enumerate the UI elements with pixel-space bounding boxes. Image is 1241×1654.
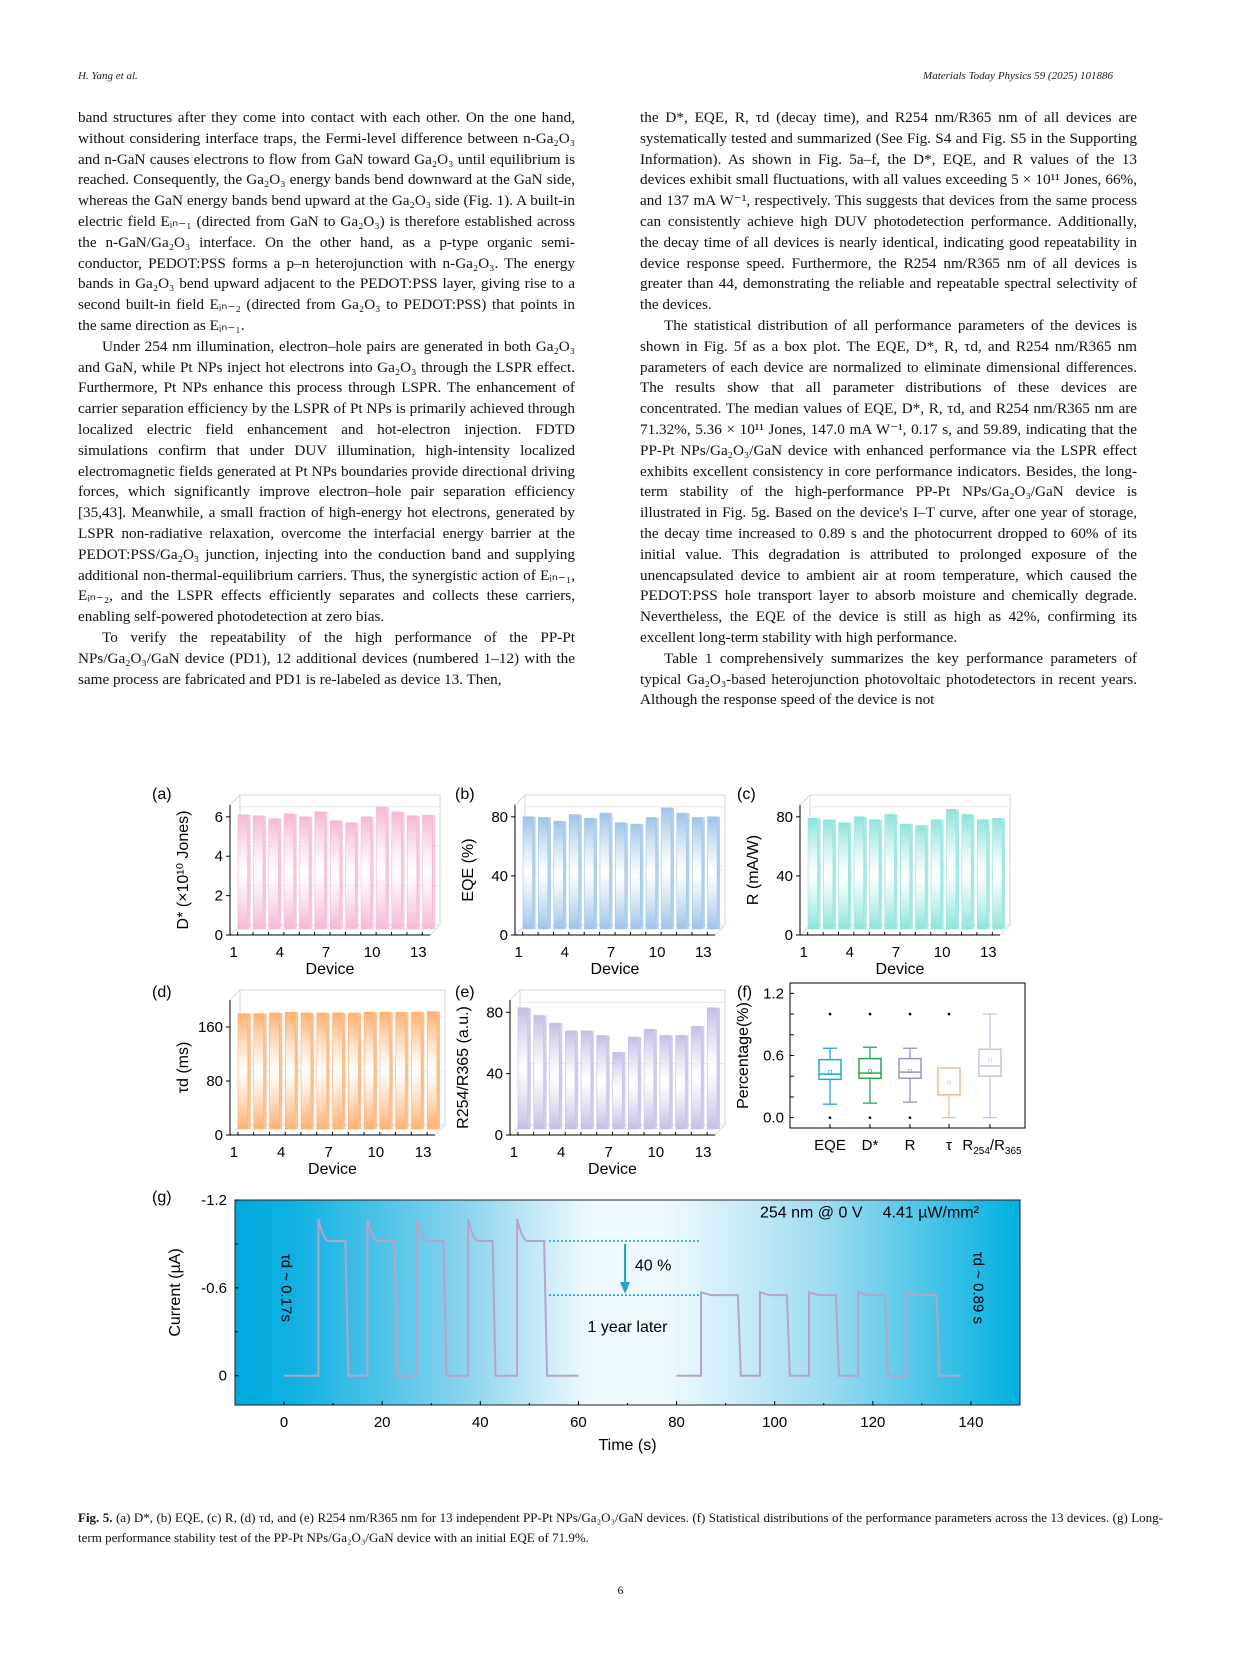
svg-text:80: 80 <box>206 1073 223 1090</box>
svg-text:EQE: EQE <box>814 1137 846 1154</box>
svg-text:13: 13 <box>409 944 427 961</box>
svg-text:7: 7 <box>321 944 331 961</box>
bar <box>550 1023 560 1129</box>
svg-text:1.2: 1.2 <box>763 985 784 1003</box>
svg-text:1: 1 <box>509 1144 519 1161</box>
bar <box>333 1013 343 1129</box>
paragraph: The statistical distribution of all performance parameters of the devices is shown in Fig. 5f as a box plot. The EQE, D*, R, τd, and R254 nm/R365 nm parameters of each device are normalized to eliminate dimensional differences. The results show that all parameter distributions of these devices are concentrated. The median values of EQE, D*, R, τd, and R254 nm/R365 nm are 71.32%, 5.36 × 10¹¹ Jones, 147.0 mA W⁻¹, 0.17 s, and 59.89, indicating that the PP-Pt NPs/Ga₂O₃/GaN device with enhanced performance via the LSPR effect exhibits excellent consistency in core performance indicators. Besides, the long-term stability of the high-performance PP-Pt NPs/Ga₂O₃/GaN device is illustrated in Fig. 5g. Based on the device's I–T curve, after one year of storage, the decay time increased to 0.89 s and the photocurrent dropped to 60% of its initial value. This degradation is attributed to prolonged exposure of the unencapsulated device to ambient air at room temperature, which caused the PEDOT:PSS hole transport layer to absorb moisture and chemically degrade. Nevertheless, the EQE of the device is still as high as 42%, confirming its excellent long-term stability with high performance. <box>640 316 1137 646</box>
bar <box>581 1031 591 1129</box>
svg-text:(d): (d) <box>152 984 172 1001</box>
bar <box>977 820 987 929</box>
svg-text:4: 4 <box>845 944 855 961</box>
svg-text:(e): (e) <box>455 984 475 1001</box>
bar <box>254 1014 264 1129</box>
svg-text:4: 4 <box>275 944 285 961</box>
svg-text:0: 0 <box>279 1414 289 1431</box>
svg-text:Device: Device <box>875 961 925 978</box>
paragraph: Under 254 nm illumination, electron–hole pairs are generated in both Ga₂O₃ and GaN, while Pt NPs inject hot electrons into Ga₂O₃ through the LSPR effect. Furthermore, Pt NPs enhance this process through LSPR. The enhancement of carrier separation efficiency by the LSPR of Pt NPs is primarily achieved through localized electric field enhancement and hot-electron injection. FDTD simulations confirm that under DUV illumination, high-intensity localized electromagnetic fields generated at Pt NPs boundaries provide directional driving forces, which significantly improve electron–hole pair separation efficiency [35,43]. Meanwhile, a small fraction of high-energy hot electrons, generated by LSPR non-radiative relaxation, overcome the interfacial energy barrier at the PEDOT:PSS/Ga₂O₃ junction, injecting into the conduction band and supplying additional non-thermal-equilibrium carriers. Thus, the synergistic action of Eᵢₙ₋₁, Eᵢₙ₋₂, and the LSPR effects efficiently separates and collects these carriers, enabling self-powered photodetection at zero bias. <box>78 337 575 626</box>
bar <box>269 819 279 929</box>
bar <box>692 817 702 929</box>
svg-text:4: 4 <box>214 848 223 866</box>
bar <box>538 817 548 929</box>
bar <box>644 1029 654 1129</box>
paragraph: band structures after they come into contact with each other. On the one hand, without considering interface traps, the Fermi-level difference between n-Ga₂O₃ and n-GaN causes electrons to flow from GaN toward Ga₂O₃ until equilibrium is reached. Consequently, the Ga₂O₃ energy bands bend downward at the GaN side, whereas the GaN energy bands bend upward at the Ga₂O₃ side (Fig. 1). A built-in electric field Eᵢₙ₋₁ (directed from GaN to Ga₂O₃) is therefore established across the n-GaN/Ga₂O₃ interface. On the other hand, as a p-type organic semi-conductor, PEDOT:PSS forms a p–n heterojunction with n-Ga₂O₃. The energy bands in Ga₂O₃ bend upward adjacent to the PEDOT:PSS layer, giving rise to a second built-in field Eᵢₙ₋₂ (directed from Ga₂O₃ to PEDOT:PSS) that points in the same direction as Eᵢₙ₋₁. <box>78 109 575 334</box>
figure-caption <box>78 1508 1163 1548</box>
svg-text:1: 1 <box>514 944 523 961</box>
svg-text:60: 60 <box>570 1414 587 1431</box>
svg-text:τd ~ 0.17s: τd ~ 0.17s <box>277 1253 295 1322</box>
bar <box>628 1037 638 1129</box>
caption-text: (a) D*, (b) EQE, (c) R, (d) τd, and (e) R254 nm/R365 nm for 13 independent PP-Pt NPs/Ga₂O₃/GaN devices. (f) Statistical distributions of the performance parameters across the 13 devices. (g) Long-term performance stability test of the PP-Pt NPs/Ga₂O₃/GaN device with an initial EQE of 71.9%. <box>78 1510 1163 1545</box>
bar <box>518 1008 528 1129</box>
bar <box>346 823 356 929</box>
svg-text:0.0: 0.0 <box>763 1109 784 1127</box>
chart-panel-e <box>455 984 725 1178</box>
svg-text:0.6: 0.6 <box>763 1047 784 1065</box>
bar <box>315 812 325 929</box>
bar <box>392 812 402 929</box>
figure-5-plots <box>150 785 1080 1455</box>
bar <box>554 821 564 929</box>
bar <box>646 817 656 929</box>
chart-panel-c <box>737 786 1010 978</box>
page-number: 6 <box>617 1583 624 1597</box>
box <box>899 1059 921 1079</box>
caption-label: Fig. 5. <box>78 1510 113 1525</box>
svg-text:(b): (b) <box>455 786 475 803</box>
bar <box>631 824 641 929</box>
svg-text:10: 10 <box>367 1144 385 1161</box>
paragraph: Table 1 comprehensively summarizes the key performance parameters of typical Ga₂O₃-based heterojunction photovoltaic photodetectors in recent years. Although the response speed of the device is not <box>640 649 1137 709</box>
right-column <box>640 108 1137 711</box>
svg-text:τd (ms): τd (ms) <box>175 1041 192 1094</box>
box <box>819 1060 841 1080</box>
svg-text:10: 10 <box>647 1144 665 1161</box>
bar <box>885 815 895 929</box>
left-column <box>78 108 575 690</box>
chart-panel-f <box>735 983 1025 1157</box>
bar <box>396 1012 406 1129</box>
bar <box>348 1013 358 1129</box>
svg-text:Time (s): Time (s) <box>598 1437 657 1454</box>
svg-text:Device: Device <box>308 1161 357 1178</box>
svg-text:0: 0 <box>784 927 793 944</box>
svg-text:(a): (a) <box>152 786 172 803</box>
svg-text:τd ~ 0.89 s: τd ~ 0.89 s <box>969 1251 987 1324</box>
svg-text:10: 10 <box>363 944 381 961</box>
bar <box>407 816 417 929</box>
paragraph: To verify the repeatability of the high performance of the PP-Pt NPs/Ga₂O₃/GaN device (PD1), 12 additional devices (numbered 1–12) with the same process are fabricated and PD1 is re-labeled as device 13. Then, <box>78 628 575 688</box>
svg-text:7: 7 <box>604 1144 613 1161</box>
running-header-journal: Materials Today Physics 59 (2025) 101886 <box>923 70 1113 82</box>
svg-text:EQE (%): EQE (%) <box>460 838 477 902</box>
svg-text:Percentage(%): Percentage(%) <box>735 1002 752 1109</box>
bar <box>676 1035 686 1129</box>
svg-text:254 nm @ 0 V: 254 nm @ 0 V <box>759 1204 863 1222</box>
bar <box>585 818 595 929</box>
bar <box>707 1008 717 1129</box>
svg-text:4: 4 <box>560 944 570 961</box>
svg-text:10: 10 <box>933 944 951 961</box>
svg-text:0: 0 <box>218 1367 227 1385</box>
svg-text:R254/R365 (a.u.): R254/R365 (a.u.) <box>455 1006 472 1129</box>
chart-panel-a <box>152 786 440 978</box>
bar <box>411 1012 421 1129</box>
bar <box>613 1052 623 1129</box>
bar <box>854 817 864 929</box>
bar <box>380 1012 390 1129</box>
svg-text:Device: Device <box>305 961 355 978</box>
svg-text:40: 40 <box>471 1414 489 1431</box>
svg-text:160: 160 <box>197 1019 223 1036</box>
bar <box>962 815 972 929</box>
svg-text:Device: Device <box>588 1161 637 1178</box>
svg-text:10: 10 <box>648 944 666 961</box>
svg-text:(g): (g) <box>152 1189 172 1206</box>
svg-text:0: 0 <box>499 927 508 944</box>
svg-text:7: 7 <box>891 944 901 961</box>
chart-panel-d <box>152 984 445 1178</box>
svg-text:1: 1 <box>799 944 808 961</box>
svg-text:7: 7 <box>324 1144 333 1161</box>
bar <box>870 820 880 929</box>
svg-text:0: 0 <box>494 1127 503 1144</box>
svg-text:13: 13 <box>414 1144 432 1161</box>
svg-text:-0.6: -0.6 <box>201 1279 227 1297</box>
svg-text:13: 13 <box>694 1144 712 1161</box>
bar <box>565 1031 575 1129</box>
bar <box>839 823 849 929</box>
svg-text:40: 40 <box>486 1065 503 1083</box>
svg-text:D* (×10¹⁰ Jones): D* (×10¹⁰ Jones) <box>175 810 192 930</box>
bar <box>423 815 433 929</box>
bar <box>270 1013 280 1129</box>
svg-text:2: 2 <box>214 887 223 905</box>
svg-text:(f): (f) <box>737 984 753 1001</box>
svg-text:R: R <box>904 1137 916 1154</box>
svg-text:80: 80 <box>668 1414 685 1431</box>
svg-text:80: 80 <box>776 808 793 826</box>
running-header-authors: H. Yang et al. <box>78 70 138 82</box>
svg-text:40: 40 <box>491 867 508 885</box>
bar <box>661 808 671 929</box>
svg-text:4: 4 <box>557 1144 566 1161</box>
bar <box>691 1026 701 1129</box>
svg-text:80: 80 <box>491 808 508 826</box>
svg-text:140: 140 <box>958 1414 984 1431</box>
svg-text:7: 7 <box>606 944 616 961</box>
bar <box>317 1013 327 1129</box>
svg-text:1 year later: 1 year later <box>587 1318 668 1336</box>
svg-text:40 %: 40 % <box>634 1257 672 1275</box>
bar <box>253 816 263 929</box>
svg-text:80: 80 <box>486 1004 503 1022</box>
bar <box>301 1013 311 1129</box>
paragraph: the D*, EQE, R, τd (decay time), and R254 nm/R365 nm of all devices are systematically tested and summarized (See Fig. S4 and Fig. S5 in the Supporting Information). As shown in Fig. 5a–f, the D*, EQE, and R values of the 13 devices exhibit small fluctuations, with all values exceeding 5 × 10¹¹ Jones, 66%, and 137 mA W⁻¹, respectively. This suggests that devices from the same process can consistently achieve high DUV photodetection performance. Additionally, the decay time of all devices is nearly identical, indicating good repeatability in device response speed. Furthermore, the R254 nm/R365 nm of all devices is greater than 44, demonstrating the reliable and repeatable spectral selectivity of the devices. <box>640 109 1137 314</box>
bar <box>823 820 833 929</box>
svg-text:-1.2: -1.2 <box>201 1192 227 1209</box>
svg-text:20: 20 <box>373 1414 391 1431</box>
bar <box>238 815 248 929</box>
chart-panel-b <box>455 786 725 978</box>
box <box>859 1059 881 1079</box>
bar <box>300 817 310 929</box>
bar <box>916 826 926 929</box>
box <box>979 1049 1001 1076</box>
svg-text:D*: D* <box>861 1137 879 1154</box>
bar <box>615 823 625 929</box>
svg-text:13: 13 <box>979 944 997 961</box>
figure-5 <box>150 785 1080 1455</box>
svg-text:Device: Device <box>590 961 640 978</box>
bar <box>900 824 910 929</box>
bar <box>364 1012 374 1129</box>
svg-text:13: 13 <box>694 944 712 961</box>
bar <box>708 817 718 929</box>
bar <box>808 818 818 929</box>
bar <box>534 1015 544 1129</box>
svg-text:τ: τ <box>946 1137 952 1154</box>
svg-text:1: 1 <box>229 1144 239 1161</box>
bar <box>600 813 610 929</box>
bar <box>597 1035 607 1129</box>
svg-text:40: 40 <box>776 867 793 885</box>
bar <box>238 1014 248 1129</box>
bar <box>330 821 340 929</box>
bar <box>523 817 533 929</box>
svg-text:(c): (c) <box>737 786 756 803</box>
bar <box>285 1012 295 1129</box>
svg-text:6: 6 <box>214 808 223 826</box>
bar <box>569 815 579 929</box>
bar <box>660 1035 670 1129</box>
svg-text:0: 0 <box>214 927 223 944</box>
bar <box>376 807 386 929</box>
bar <box>946 809 956 929</box>
svg-text:R254/R365: $R_{254}/R_{365}$ <box>962 1137 1022 1157</box>
svg-text:4: 4 <box>277 1144 286 1161</box>
chart-panel-g <box>152 1189 1020 1454</box>
svg-text:R (mA/W): R (mA/W) <box>745 834 762 906</box>
bar <box>427 1012 437 1129</box>
svg-text:0: 0 <box>214 1127 223 1144</box>
svg-text:120: 120 <box>860 1414 886 1431</box>
svg-text:100: 100 <box>762 1414 788 1431</box>
svg-text:4.41 µW/mm²: 4.41 µW/mm² <box>882 1204 979 1222</box>
bar <box>931 820 941 929</box>
svg-text:Current (µA): Current (µA) <box>167 1248 184 1337</box>
bar <box>284 814 294 929</box>
svg-text:1: 1 <box>229 944 238 961</box>
bar <box>993 818 1003 929</box>
bar <box>677 813 687 929</box>
bar <box>361 817 371 929</box>
box <box>938 1068 960 1095</box>
